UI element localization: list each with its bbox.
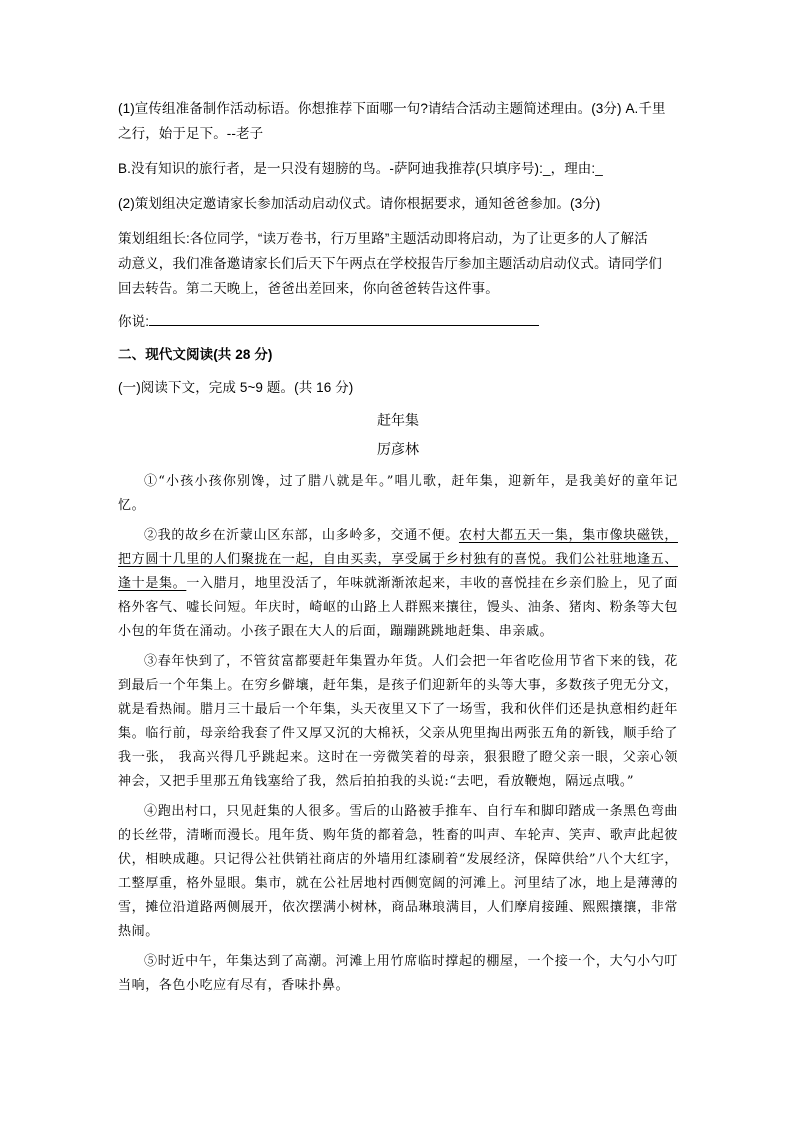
paragraph-4: ④跑出村口，只见赶集的人很多。雪后的山路被手推车、自行车和脚印踏成一条黑色弯曲的长丝带，清晰而漫长。甩年货、购年货的都着急，牲畜的叫声、车轮声、笑声、歌声此起彼伏，相映成趣。只记得公社供销社商店的外墙用红漆刷着“发展经济，保障供给”八个大红字，工整厚重，格外显眼。集市，就在公社居地村西侧宽阔的河滩上。河里结了冰，地上是薄薄的雪，摊位沿道路两侧展开，依次摆满小树林，商品琳琅满目，人们摩肩接踵、熙熙攘攘，非常热闹。 (118, 804, 678, 939)
section-subheading: (一)阅读下文，完成 5~9 题。(共 16 分) (118, 380, 354, 395)
paragraph-1: ①“小孩小孩你别馋，过了腊八就是年。”唱儿歌，赶年集，迎新年，是我美好的童年记忆。 (118, 474, 678, 513)
paragraph-2-start: ②我的故乡在沂蒙山区东部，山多岭多，交通不便。 (144, 528, 459, 543)
q1-line-3: B.没有知识的旅行者，是一只没有翅膀的鸟。-萨阿迪我推荐(只填序号):_，理由:_ (118, 161, 603, 176)
q1-line-2: 之行，始于足下。--老子 (118, 126, 264, 141)
notice-line-3: 回去转告。第二天晚上，爸爸出差回来，你向爸爸转告这件事。 (118, 281, 499, 296)
notice-line-2: 动意义，我们准备邀请家长们后天下午两点在学校报告厅参加主题活动启动仪式。请同学们 (118, 256, 662, 271)
q2-line-1: (2)策划组决定邀请家长参加活动启动仪式。请你根据要求，通知爸爸参加。(3分) (118, 196, 601, 211)
article-author: 厉彦林 (377, 441, 419, 457)
notice-line-1: 策划组组长:各位同学，“读万卷书，行万里路”主题活动即将启动，为了让更多的人了解活 (118, 231, 648, 246)
paragraph-3: ③春年快到了，不管贫富都要赶年集置办年货。人们会把一年省吃俭用节省下来的钱，花到最后一个年集上。在穷乡僻壤，赶年集，是孩子们迎新年的头等大事，多数孩子兜无分文，就是看热闹。腊月三十最后一个年集，头天夜里又下了一场雪，我和伙伴们还是执意相约赶年集。临行前，母亲给我套了件又厚又沉的大棉袄，父亲从兜里掏出两张五角的新钱，顺手给了我一张， 我高兴得几乎跳起来。这时在一旁微笑着的母亲，狠狠瞪了瞪父亲一眼，父亲心领神会，又把手里那五角钱塞给了我，然后拍拍我的头说:“去吧，看放鞭炮，隔远点哦。” (118, 654, 678, 789)
article-title: 赶年集 (377, 412, 419, 428)
you-say-row (118, 309, 678, 334)
underlined-sentence: 农村大都五天一集，集市像块磁铁，把方圆十几里的人们聚拢在一起，自由买卖，享受属于乡村独有的喜悦。我们公社驻地逢五、逢十是集。 (118, 528, 678, 591)
section-heading: 二、现代文阅读(共 28 分) (118, 347, 273, 362)
answer-blank[interactable] (149, 311, 539, 326)
q1-line-1: (1)宣传组准备制作活动标语。你想推荐下面哪一句?请结合活动主题简述理由。(3分) A.千里 (118, 101, 666, 116)
paragraph-2-rest: 一入腊月，地里没活了，年味就渐渐浓起来，丰收的喜悦挂在乡亲们脸上，见了面格外客气、嘘长问短。年庆时，崎岖的山路上人群熙来攘往，馒头、油条、猪肉、粉条等大包小包的年货在涌动。小孩子跟在大人的后面，蹦蹦跳跳地赶集、串亲戚。 (118, 576, 678, 639)
exam-page (118, 96, 678, 998)
you-say-label: 你说: (118, 314, 150, 329)
paragraph-2 (118, 524, 678, 644)
paragraph-5: ⑤时近中午，年集达到了高潮。河滩上用竹席临时撑起的棚屋，一个接一个，大勺小勺叮当响，各色小吃应有尽有，香味扑鼻。 (118, 954, 678, 993)
